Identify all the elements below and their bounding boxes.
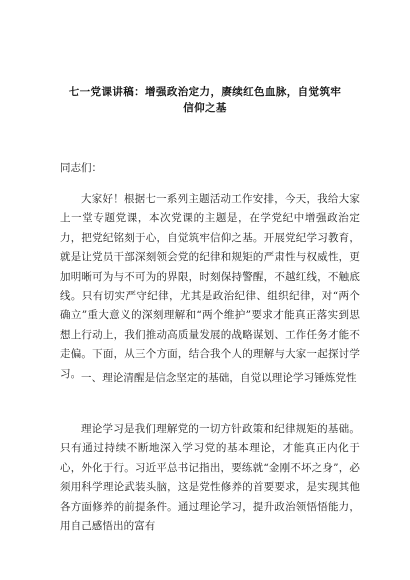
paragraph-theory: 理论学习是我们理解党的一切方针政策和纪律规矩的基础。只有通过持续不断地深入学习党的基本理论，才能真正内化于心，外化于行。习近平总书记指出，要练就“金刚不坏之身”，必须用科学理论武装头脑，这是党性修养的首要要求，是实现其他各方面修养的前提条件。通过理论学习，提升政治领悟悟能力，用自己感悟出的富有 [60,423,360,533]
greeting: 同志们： [60,162,102,174]
section-heading-1: 一、理论清醒是信念坚定的基础，自觉以理论学习锤炼党性 [81,372,357,384]
paragraph-intro: 大家好！根据七一系列主题活动工作安排，今天，我给大家上一堂专题党课，本次党课的主题是，在学党纪中增强政治定力，把党纪铭刻于心，自觉筑牢信仰之基。开展党纪学习教育，就是让党员干部深刻领会党的纪律和规矩的严肃性与权威性，更加明晰可为与不可为的界限，时刻保持警醒，不越红线，不触底线。只有切实严守纪律，尤其是政治纪律、组织纪律，对“两个确立”重大意义的深刻理解和“两个维护”要求才能真正落实到思想上行动上，我们推动高质量发展的战略谋划、工作任务才能不走偏。下面，从三个方面，结合我个人的理解与大家一起探讨学习。 [60,193,360,380]
document-title-line-1: 七一党课讲稿：增强政治定力，赓续红色血脉，自觉筑牢 [68,86,342,98]
document-title-line-2: 信仰之基 [183,102,227,114]
document-title [56,84,354,116]
